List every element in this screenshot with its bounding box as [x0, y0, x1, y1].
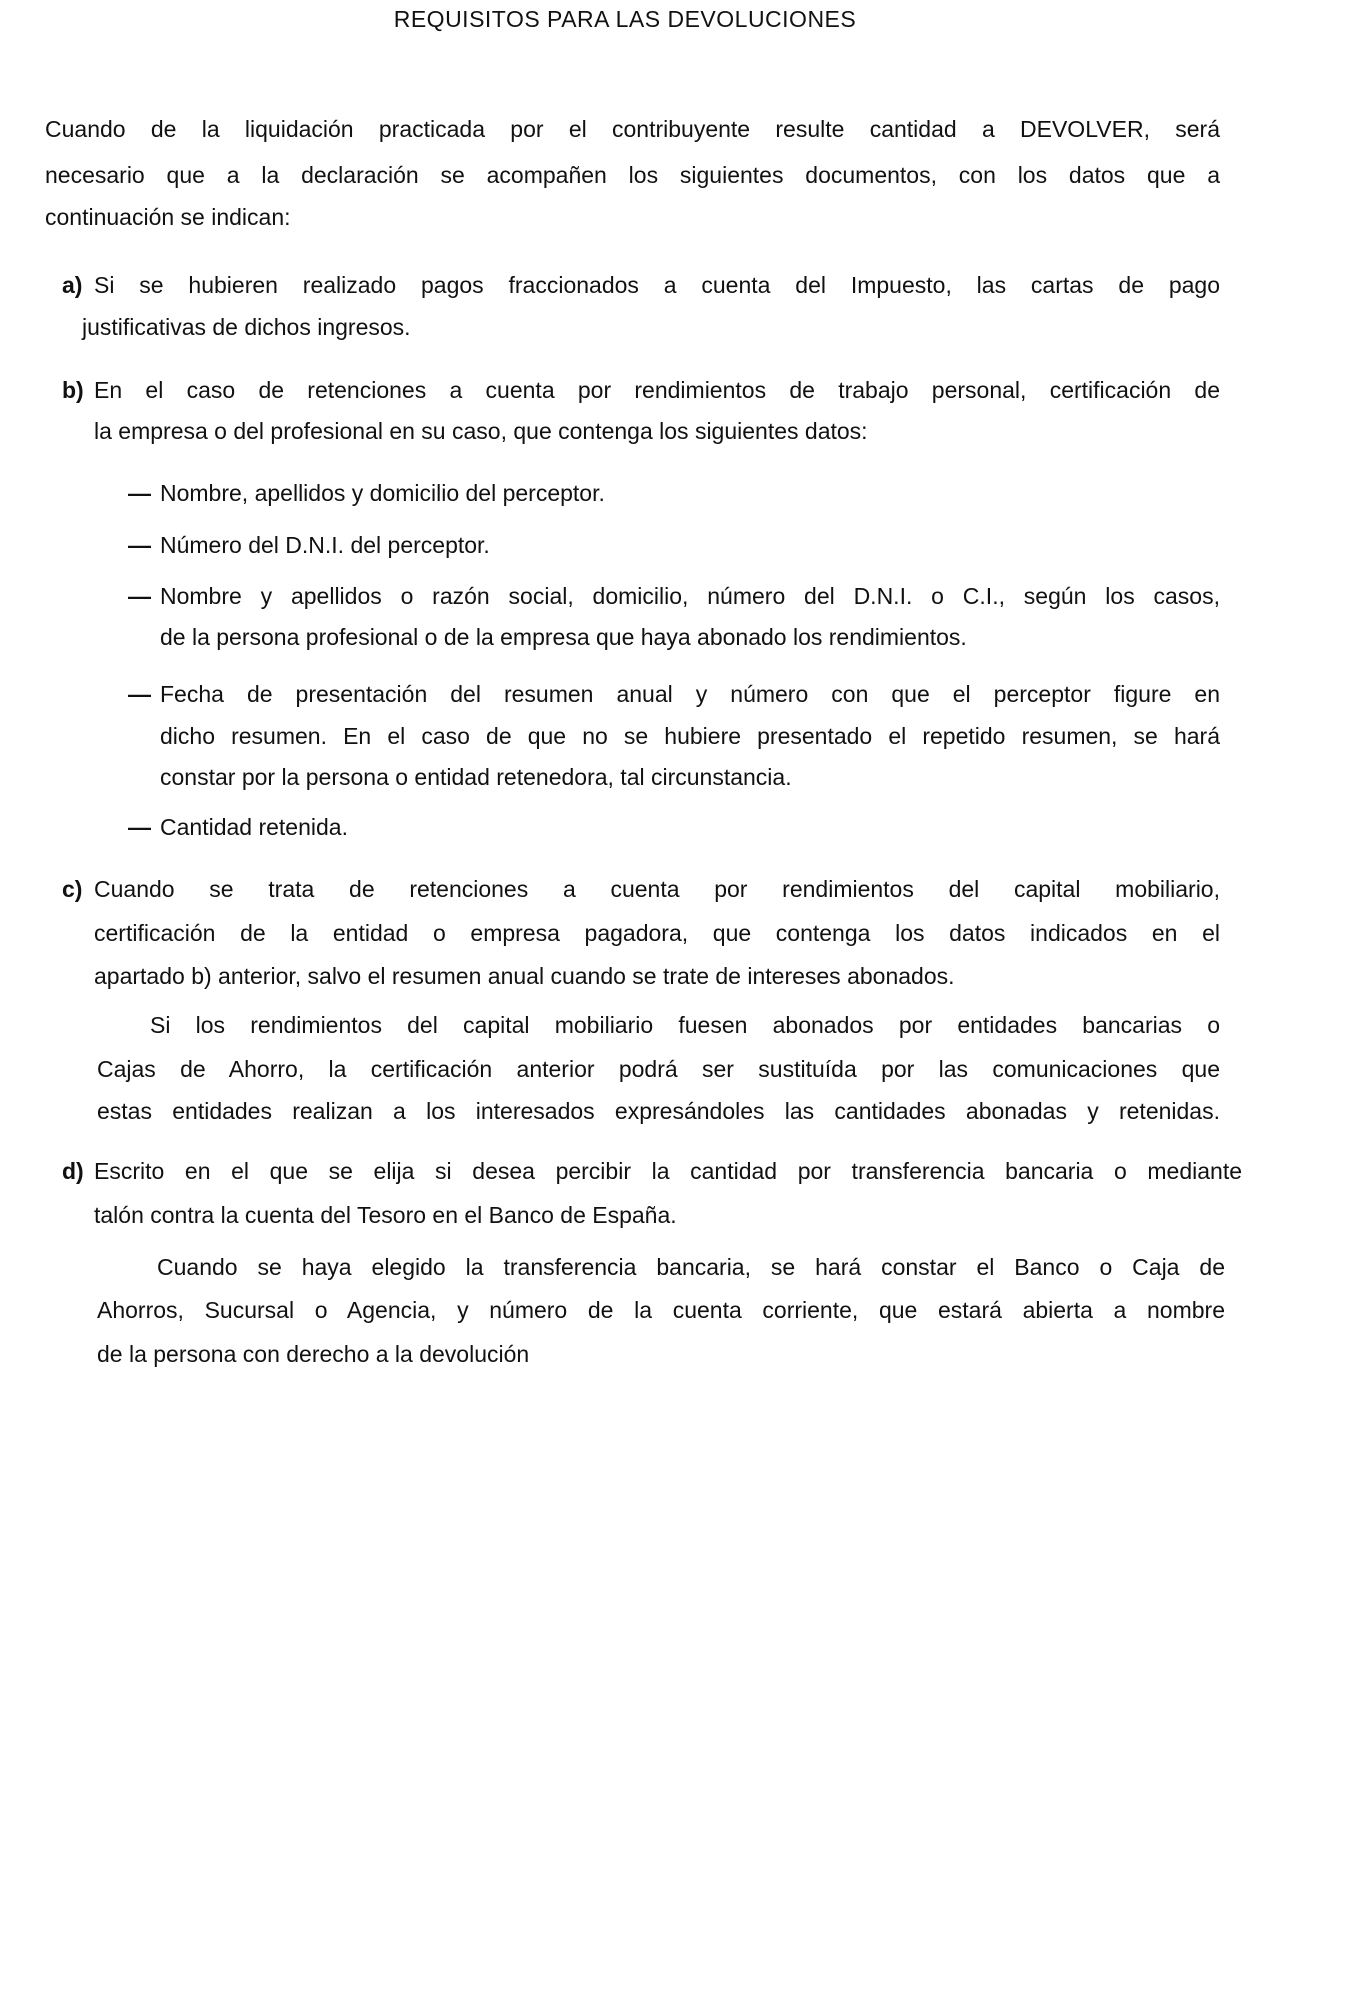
- text-line: En el caso de retenciones a cuenta por rendimientos de trabajo personal, certificación de: [94, 377, 1220, 403]
- dash-bullet: —: [128, 681, 151, 707]
- text-line: estas entidades realizan a los interesados expresándoles las cantidades abonadas y retenidas.: [97, 1098, 1220, 1124]
- text-line: Nombre, apellidos y domicilio del perceptor.: [160, 480, 605, 506]
- dash-bullet: —: [128, 583, 151, 609]
- text-line: de la persona con derecho a la devolución: [97, 1341, 530, 1367]
- text-line: Escrito en el que se elija si desea percibir la cantidad por transferencia bancaria o mediante: [94, 1158, 1242, 1184]
- item-label: b): [62, 377, 84, 403]
- text-line: talón contra la cuenta del Tesoro en el Banco de España.: [94, 1202, 677, 1228]
- text-line: necesario que a la declaración se acompañen los siguientes documentos, con los datos que a: [45, 162, 1220, 188]
- text-line: Ahorros, Sucursal o Agencia, y número de la cuenta corriente, que estará abierta a nombre: [97, 1297, 1225, 1323]
- text-line: Cuando se trata de retenciones a cuenta por rendimientos del capital mobiliario,: [94, 876, 1220, 902]
- text-line: Cantidad retenida.: [160, 814, 348, 840]
- dash-bullet: —: [128, 532, 151, 558]
- text-line: Nombre y apellidos o razón social, domicilio, número del D.N.I. o C.I., según los casos,: [160, 583, 1220, 609]
- text-line: Si los rendimientos del capital mobiliario fuesen abonados por entidades bancarias o: [150, 1012, 1220, 1038]
- item-label: c): [62, 876, 83, 902]
- text-line: Cajas de Ahorro, la certificación anterior podrá ser sustituída por las comunicaciones que: [97, 1056, 1220, 1082]
- text-line: Si se hubieren realizado pagos fraccionados a cuenta del Impuesto, las cartas de pago: [94, 272, 1220, 298]
- text-line: certificación de la entidad o empresa pagadora, que contenga los datos indicados en el: [94, 920, 1220, 946]
- text-line: justificativas de dichos ingresos.: [82, 314, 411, 340]
- dash-bullet: —: [128, 480, 151, 506]
- text-line: constar por la persona o entidad retenedora, tal circunstancia.: [160, 764, 792, 790]
- page-title: REQUISITOS PARA LAS DEVOLUCIONES: [393, 6, 857, 32]
- item-label: a): [62, 272, 83, 298]
- text-line: Cuando de la liquidación practicada por el contribuyente resulte cantidad a DEVOLVER, será: [45, 116, 1220, 142]
- text-line: Fecha de presentación del resumen anual y número con que el perceptor figure en: [160, 681, 1220, 707]
- text-line: Número del D.N.I. del perceptor.: [160, 532, 490, 558]
- text-line: la empresa o del profesional en su caso, que contenga los siguientes datos:: [94, 418, 868, 444]
- text-line: de la persona profesional o de la empresa que haya abonado los rendimientos.: [160, 624, 967, 650]
- text-line: apartado b) anterior, salvo el resumen anual cuando se trate de intereses abonados.: [94, 963, 955, 989]
- item-label: d): [62, 1158, 84, 1184]
- dash-bullet: —: [128, 814, 151, 840]
- text-line: dicho resumen. En el caso de que no se hubiere presentado el repetido resumen, se hará: [160, 723, 1220, 749]
- text-line: continuación se indican:: [45, 204, 291, 230]
- text-line: Cuando se haya elegido la transferencia bancaria, se hará constar el Banco o Caja de: [157, 1254, 1225, 1280]
